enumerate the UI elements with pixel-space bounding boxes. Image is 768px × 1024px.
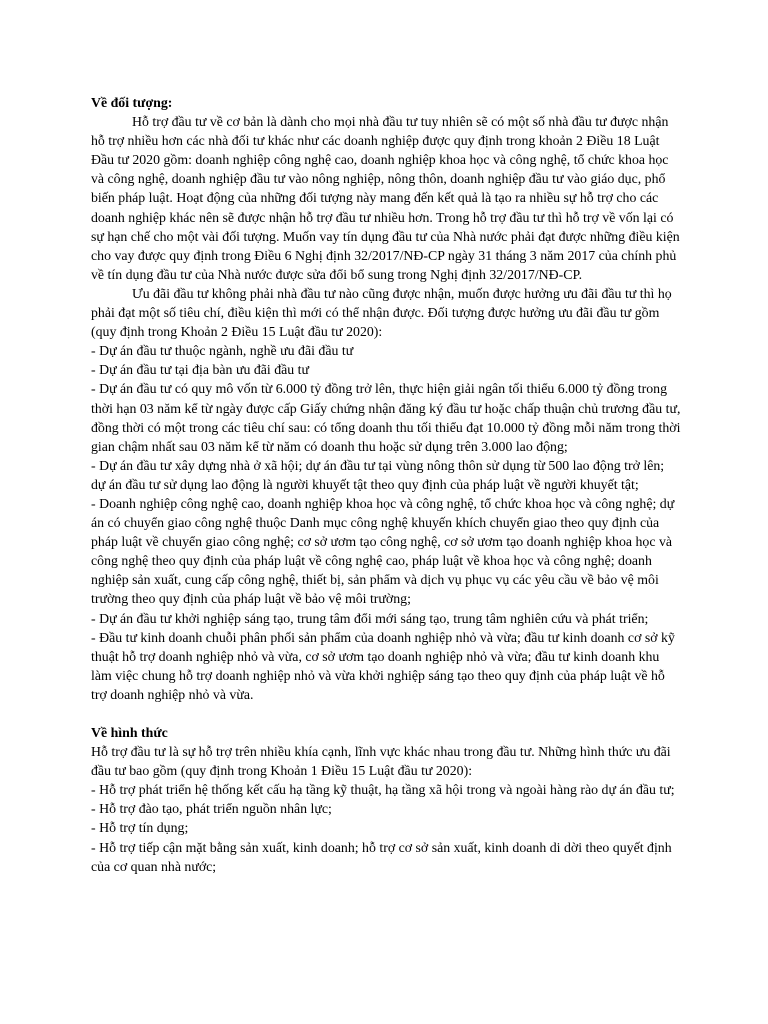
section-spacer: [91, 704, 682, 723]
list-item: - Hỗ trợ phát triển hệ thống kết cấu hạ tầng kỹ thuật, hạ tầng xã hội trong và ngoài hàng rào dự án đầu tư;: [91, 782, 675, 798]
list-item: - Doanh nghiệp công nghệ cao, doanh nghiệp khoa học và công nghệ, tổ chức khoa học và công nghệ; dự án có chuyển giao công nghệ thuộc Danh mục công nghệ khuyến khích chuyển giao theo quy định của pháp luật về chuyển giao công nghệ; cơ sở ươm tạo công nghệ, cơ sở ươm tạo doanh nghiệp khoa học và công nghệ theo quy định của pháp luật về công nghệ cao, pháp luật về khoa học và công nghệ; doanh nghiệp sản xuất, cung cấp công nghệ, thiết bị, sản phẩm và dịch vụ phục vụ các yêu cầu về bảo vệ môi trường theo quy định của pháp luật về bảo vệ môi trường;: [91, 495, 675, 607]
paragraph-forms-intro: Hỗ trợ đầu tư là sự hỗ trợ trên nhiều khía cạnh, lĩnh vực khác nhau trong đầu tư. Những hình thức ưu đãi đầu tư bao gồm (quy định trong Khoản 1 Điều 15 Luật đầu tư 2020):: [91, 744, 671, 779]
list-item: - Hỗ trợ đào tạo, phát triển nguồn nhân lực;: [91, 801, 332, 817]
section-heading-subjects: Về đối tượng:: [91, 95, 173, 110]
list-item: - Dự án đầu tư có quy mô vốn từ 6.000 tỷ đồng trở lên, thực hiện giải ngân tối thiểu 6.000 tỷ đồng trong thời hạn 03 năm kể từ ngày được cấp Giấy chứng nhận đăng ký đầu tư hoặc chấp thuận chủ trương đầu tư, đồng thời có một trong các tiêu chí sau: có tổng doanh thu tối thiểu đạt 10.000 tỷ đồng mỗi năm trong thời gian chậm nhất sau 03 năm kể từ năm có doanh thu hoặc sử dụng trên 3.000 lao động;: [91, 381, 681, 454]
list-item: - Hỗ trợ tín dụng;: [91, 820, 189, 836]
paragraph-incentive-subjects: Ưu đãi đầu tư không phải nhà đầu tư nào cũng được nhận, muốn được hưởng ưu đãi đầu tư thì họ phải đạt một số tiêu chí, điều kiện thì mới có thể nhận được. Đối tượng được hưởng ưu đãi đầu tư gồm (quy định trong Khoản 2 Điều 15 Luật đầu tư 2020):: [91, 285, 672, 340]
paragraph-support-subjects: Hỗ trợ đầu tư về cơ bản là dành cho mọi nhà đầu tư tuy nhiên sẽ có một số nhà đầu tư được nhận hỗ trợ nhiều hơn các nhà đối tư khác như các doanh nghiệp được quy định trong khoản 2 Điều 18 Luật Đầu tư 2020 gồm: doanh nghiệp công nghệ cao, doanh nghiệp khoa học và công nghệ, tổ chức khoa học và công nghệ, doanh nghiệp đầu tư vào nông nghiệp, nông thôn, doanh nghiệp đầu tư vào giáo dục, phổ biến pháp luật. Hoạt động của những đối tượng này mang đến kết quả là tạo ra nhiều sự hỗ trợ cho các doanh nghiệp khác nên sẽ được nhận hỗ trợ đầu tư nhiều hơn. Trong hỗ trợ đầu tư thì hỗ trợ về vốn lại có sự hạn chế cho một vài đối tượng. Muốn vay tín dụng đầu tư của Nhà nước phải đạt được những điều kiện cho vay được quy định trong Điều 6 Nghị định 32/2017/NĐ-CP ngày 31 tháng 3 năm 2017 của chính phủ về tín dụng đầu tư của Nhà nước được sửa đổi bổ sung trong Nghị định 32/2017/NĐ-CP.: [91, 114, 680, 282]
list-item: - Dự án đầu tư xây dựng nhà ở xã hội; dự án đầu tư tại vùng nông thôn sử dụng từ 500 lao động trở lên; dự án đầu tư sử dụng lao động là người khuyết tật theo quy định của pháp luật về người khuyết tật;: [91, 457, 665, 492]
list-item: - Đầu tư kinh doanh chuỗi phân phối sản phẩm của doanh nghiệp nhỏ và vừa; đầu tư kinh doanh cơ sở kỹ thuật hỗ trợ doanh nghiệp nhỏ và vừa, cơ sở ươm tạo doanh nghiệp nhỏ và vừa; đầu tư kinh doanh khu làm việc chung hỗ trợ doanh nghiệp nhỏ và vừa khởi nghiệp sáng tạo theo quy định của pháp luật về hỗ trợ doanh nghiệp nhỏ và vừa.: [91, 629, 675, 702]
list-item: - Dự án đầu tư thuộc ngành, nghề ưu đãi đầu tư: [91, 343, 354, 359]
list-item: - Hỗ trợ tiếp cận mặt bằng sản xuất, kinh doanh; hỗ trợ cơ sở sản xuất, kinh doanh di dời theo quyết định của cơ quan nhà nước;: [91, 839, 672, 874]
section-heading-forms: Về hình thức: [91, 725, 168, 740]
list-item: - Dự án đầu tư tại địa bàn ưu đãi đầu tư: [91, 362, 309, 378]
list-item: - Dự án đầu tư khởi nghiệp sáng tạo, trung tâm đổi mới sáng tạo, trung tâm nghiên cứu và phát triển;: [91, 610, 649, 626]
